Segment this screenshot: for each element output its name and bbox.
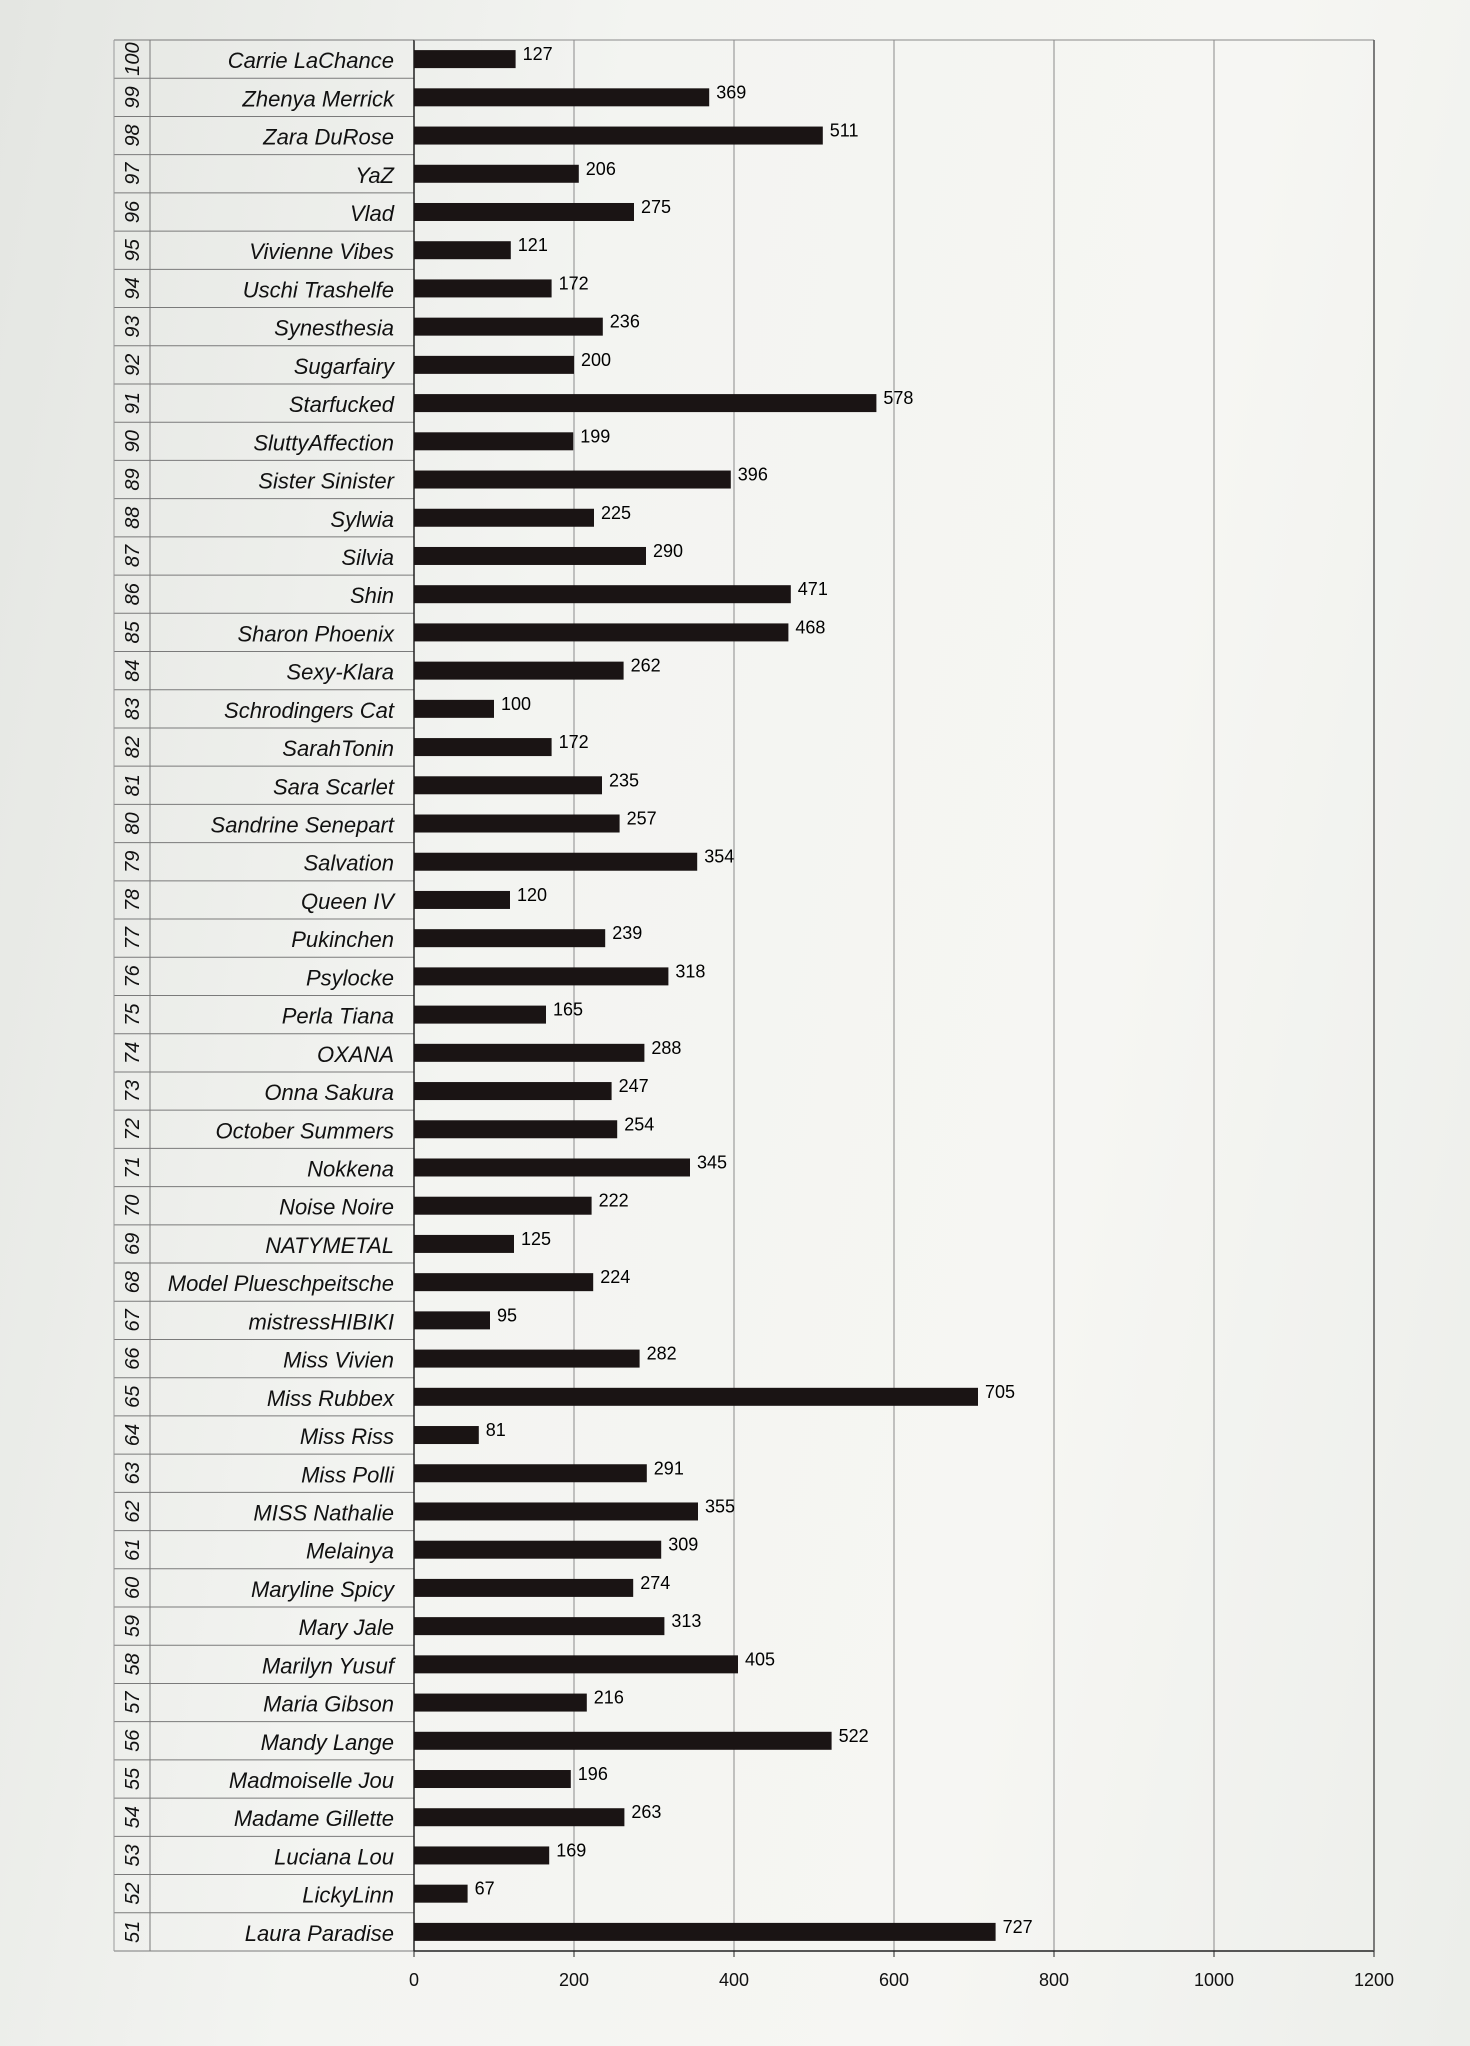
- bar: [414, 1273, 593, 1291]
- value-label: 309: [668, 1534, 699, 1555]
- value-label: 127: [522, 44, 553, 65]
- rank-label: 60: [122, 1576, 144, 1600]
- value-label: 165: [553, 999, 584, 1020]
- value-label: 468: [795, 617, 826, 638]
- rank-label: 97: [122, 162, 144, 185]
- bar: [414, 471, 731, 489]
- rank-label: 88: [122, 506, 144, 529]
- rank-label: 73: [122, 1079, 144, 1103]
- value-label: 235: [609, 770, 640, 791]
- bar: [414, 1158, 690, 1176]
- value-label: 263: [631, 1802, 662, 1823]
- category-label: SluttyAffection: [253, 430, 394, 456]
- value-label: 262: [630, 655, 661, 676]
- category-label: Sexy-Klara: [286, 659, 394, 685]
- x-tick-label: 600: [878, 1970, 910, 1990]
- rank-label: 66: [122, 1347, 144, 1370]
- x-tick-label: 1200: [1353, 1970, 1395, 1990]
- rank-label: 98: [122, 124, 144, 147]
- category-label: Madmoiselle Jou: [228, 1768, 394, 1794]
- value-label: 345: [697, 1152, 728, 1173]
- rank-label: 77: [122, 927, 144, 950]
- rank-label: 99: [122, 86, 144, 109]
- value-label: 172: [558, 273, 589, 294]
- bar: [414, 241, 511, 259]
- category-label: Schrodingers Cat: [224, 697, 394, 723]
- bar: [414, 279, 552, 297]
- bar: [414, 509, 594, 527]
- bar: [414, 1541, 661, 1559]
- value-label: 225: [601, 502, 632, 523]
- category-label: Synesthesia: [274, 315, 394, 341]
- value-label: 355: [705, 1496, 736, 1517]
- bar: [414, 1579, 633, 1597]
- value-label: 727: [1002, 1916, 1033, 1937]
- bar: [414, 967, 668, 985]
- category-label: Sharon Phoenix: [237, 621, 394, 647]
- bar: [414, 1388, 978, 1406]
- x-tick-label: 400: [718, 1970, 750, 1990]
- rank-label: 74: [122, 1041, 144, 1064]
- value-label: 705: [985, 1381, 1016, 1402]
- value-label: 274: [640, 1572, 671, 1593]
- category-label: Mary Jale: [298, 1615, 394, 1641]
- rank-label: 64: [122, 1423, 144, 1447]
- rank-label: 56: [122, 1729, 144, 1752]
- value-label: 282: [646, 1343, 677, 1364]
- bar: [414, 700, 494, 718]
- rank-label: 52: [122, 1882, 144, 1905]
- category-label: Melainya: [305, 1538, 394, 1564]
- rank-label: 85: [122, 621, 144, 644]
- category-label: Noise Noire: [279, 1194, 394, 1220]
- rank-label: 93: [122, 315, 144, 338]
- rank-label: 100: [122, 42, 144, 76]
- value-label: 275: [641, 196, 672, 217]
- category-label: OXANA: [316, 1041, 394, 1067]
- bar: [414, 1617, 664, 1635]
- rank-label: 67: [122, 1309, 144, 1332]
- value-label: 81: [485, 1420, 506, 1441]
- category-label: Luciana Lou: [274, 1844, 394, 1870]
- bar: [414, 1694, 587, 1712]
- bar: [414, 1006, 546, 1024]
- category-label: Sister Sinister: [258, 468, 394, 494]
- rank-label: 51: [122, 1920, 144, 1944]
- rank-label: 92: [122, 353, 144, 376]
- bar: [414, 776, 602, 794]
- bar: [414, 1732, 832, 1750]
- category-label: Silvia: [341, 544, 394, 570]
- value-label: 206: [585, 158, 616, 179]
- rank-label: 84: [122, 659, 144, 682]
- category-label: Vlad: [349, 200, 394, 226]
- category-label: Mandy Lange: [260, 1729, 394, 1755]
- category-label: October Summers: [215, 1118, 394, 1144]
- bar: [414, 165, 579, 183]
- rank-label: 72: [122, 1118, 144, 1141]
- rank-label: 95: [122, 239, 144, 262]
- rank-label: 81: [122, 774, 144, 797]
- value-label: 257: [626, 808, 657, 829]
- x-tick-label: 800: [1038, 1970, 1070, 1990]
- rank-label: 59: [122, 1615, 144, 1638]
- bar: [414, 547, 646, 565]
- rank-label: 82: [122, 735, 144, 759]
- value-label: 199: [580, 426, 611, 447]
- bar: [414, 585, 791, 603]
- value-label: 67: [474, 1878, 495, 1899]
- bar: [414, 1197, 592, 1215]
- bars: [414, 44, 1033, 1941]
- category-label: YaZ: [355, 162, 394, 188]
- bar: [414, 127, 823, 145]
- category-label: Salvation: [303, 850, 394, 876]
- value-label: 288: [651, 1037, 682, 1058]
- bar: [414, 1808, 624, 1826]
- value-label: 291: [653, 1458, 684, 1479]
- value-label: 290: [653, 540, 684, 561]
- rank-label: 63: [122, 1462, 144, 1485]
- value-label: 169: [556, 1840, 587, 1861]
- value-label: 125: [521, 1228, 552, 1249]
- rank-label: 83: [122, 697, 144, 720]
- rank-label: 94: [122, 277, 144, 300]
- bar: [414, 1655, 738, 1673]
- bar: [414, 738, 552, 756]
- category-label: Miss Polli: [301, 1462, 394, 1488]
- bar: [414, 623, 788, 641]
- x-tick-labels: [409, 1970, 1394, 1990]
- bar: [414, 1846, 549, 1864]
- rank-label: 75: [122, 1003, 144, 1026]
- value-label: 216: [593, 1687, 624, 1708]
- bar: [414, 1502, 698, 1520]
- rank-label: 89: [122, 468, 144, 491]
- category-label: SarahTonin: [282, 736, 394, 762]
- bar: [414, 1464, 647, 1482]
- value-label: 172: [558, 732, 589, 753]
- bar: [414, 891, 510, 909]
- value-label: 121: [517, 235, 548, 256]
- category-label: Perla Tiana: [281, 1003, 394, 1029]
- value-label: 313: [671, 1611, 702, 1632]
- category-labels: [122, 42, 397, 1945]
- value-label: 120: [517, 884, 548, 905]
- category-label: mistressHIBIKI: [248, 1309, 394, 1335]
- rank-label: 79: [122, 850, 144, 873]
- bar: [414, 394, 876, 412]
- category-label: Pukinchen: [291, 927, 394, 953]
- value-label: 354: [704, 846, 735, 867]
- rank-label: 62: [122, 1500, 144, 1523]
- value-label: 578: [883, 388, 914, 409]
- rank-label: 90: [122, 430, 144, 453]
- rank-label: 87: [122, 544, 144, 568]
- category-label: Miss Riss: [299, 1424, 394, 1450]
- value-label: 196: [577, 1764, 608, 1785]
- bar: [414, 1311, 490, 1329]
- bar: [414, 356, 574, 374]
- category-label: Shin: [349, 583, 394, 609]
- rank-label: 69: [122, 1232, 144, 1256]
- value-label: 511: [829, 120, 859, 141]
- category-label: MISS Nathalie: [253, 1500, 394, 1526]
- bar: [414, 50, 516, 68]
- rank-label: 55: [122, 1767, 144, 1791]
- category-label: Sugarfairy: [293, 353, 394, 379]
- x-tick-label: 200: [558, 1970, 590, 1990]
- value-label: 222: [598, 1190, 629, 1211]
- x-tick-label: 1000: [1193, 1970, 1235, 1990]
- category-label: Carrie LaChance: [227, 48, 394, 74]
- value-label: 369: [716, 82, 747, 103]
- category-label: Maryline Spicy: [250, 1576, 394, 1602]
- rank-label: 61: [122, 1538, 144, 1561]
- bar: [414, 1044, 644, 1062]
- rank-label: 57: [122, 1691, 144, 1714]
- value-label: 95: [497, 1305, 518, 1326]
- category-label: Psylocke: [305, 965, 394, 991]
- bar: [414, 1235, 514, 1253]
- bar: [414, 1923, 996, 1941]
- rank-label: 91: [122, 391, 144, 415]
- x-tick-label: 0: [408, 1970, 420, 1990]
- bar: [414, 203, 634, 221]
- rank-label: 78: [122, 888, 144, 912]
- value-label: 100: [501, 693, 532, 714]
- category-label: Vivienne Vibes: [249, 239, 394, 265]
- bar: [414, 1120, 617, 1138]
- rank-label: 54: [122, 1806, 144, 1829]
- category-label: LickyLinn: [302, 1882, 394, 1908]
- bar: [414, 1082, 612, 1100]
- bar: [414, 432, 573, 450]
- bar: [414, 1350, 640, 1368]
- category-label: Sara Scarlet: [272, 774, 394, 800]
- category-label: Starfucked: [288, 392, 394, 418]
- value-label: 471: [797, 579, 828, 600]
- rank-label: 53: [122, 1844, 144, 1867]
- category-label: Maria Gibson: [263, 1691, 394, 1717]
- bar: [414, 1885, 468, 1903]
- category-label: Sylwia: [330, 506, 394, 532]
- category-label: Miss Vivien: [283, 1347, 394, 1373]
- value-label: 247: [618, 1076, 649, 1097]
- category-label: Miss Rubbex: [266, 1385, 394, 1411]
- category-label: Madame Gillette: [233, 1806, 394, 1832]
- category-label: Onna Sakura: [264, 1080, 394, 1106]
- rank-label: 65: [122, 1385, 144, 1408]
- category-label: Queen IV: [301, 888, 394, 914]
- category-label: NATYMETAL: [265, 1232, 394, 1258]
- bar: [414, 318, 603, 336]
- bar: [414, 1770, 571, 1788]
- category-label: Zara DuRose: [263, 124, 394, 150]
- bar: [414, 662, 624, 680]
- value-label: 239: [612, 923, 643, 944]
- rank-label: 86: [122, 583, 144, 606]
- rank-label: 96: [122, 200, 144, 224]
- category-label: Model Plueschpeitsche: [167, 1271, 394, 1297]
- category-label: Sandrine Senepart: [210, 812, 394, 838]
- rank-label: 76: [122, 965, 144, 988]
- bar: [414, 88, 709, 106]
- category-label: Nokkena: [307, 1156, 394, 1182]
- value-label: 236: [609, 311, 640, 332]
- bar: [414, 1426, 479, 1444]
- value-label: 200: [581, 349, 612, 370]
- rank-label: 71: [122, 1156, 144, 1179]
- category-label: Marilyn Yusuf: [261, 1653, 394, 1679]
- rank-label: 70: [122, 1194, 144, 1217]
- rank-label: 68: [122, 1271, 144, 1294]
- rank-label: 58: [122, 1653, 144, 1676]
- value-label: 318: [675, 961, 706, 982]
- value-label: 224: [600, 1267, 631, 1288]
- category-label: Zhenya Merrick: [242, 86, 394, 112]
- bar: [414, 853, 697, 871]
- value-label: 405: [745, 1649, 776, 1670]
- value-label: 396: [737, 464, 768, 485]
- category-label: Uschi Trashelfe: [242, 277, 394, 303]
- value-label: 522: [838, 1725, 869, 1746]
- category-label: Laura Paradise: [244, 1920, 394, 1946]
- bar: [414, 815, 620, 833]
- bar: [414, 929, 605, 947]
- value-label: 254: [624, 1114, 655, 1135]
- rank-label: 80: [122, 812, 144, 835]
